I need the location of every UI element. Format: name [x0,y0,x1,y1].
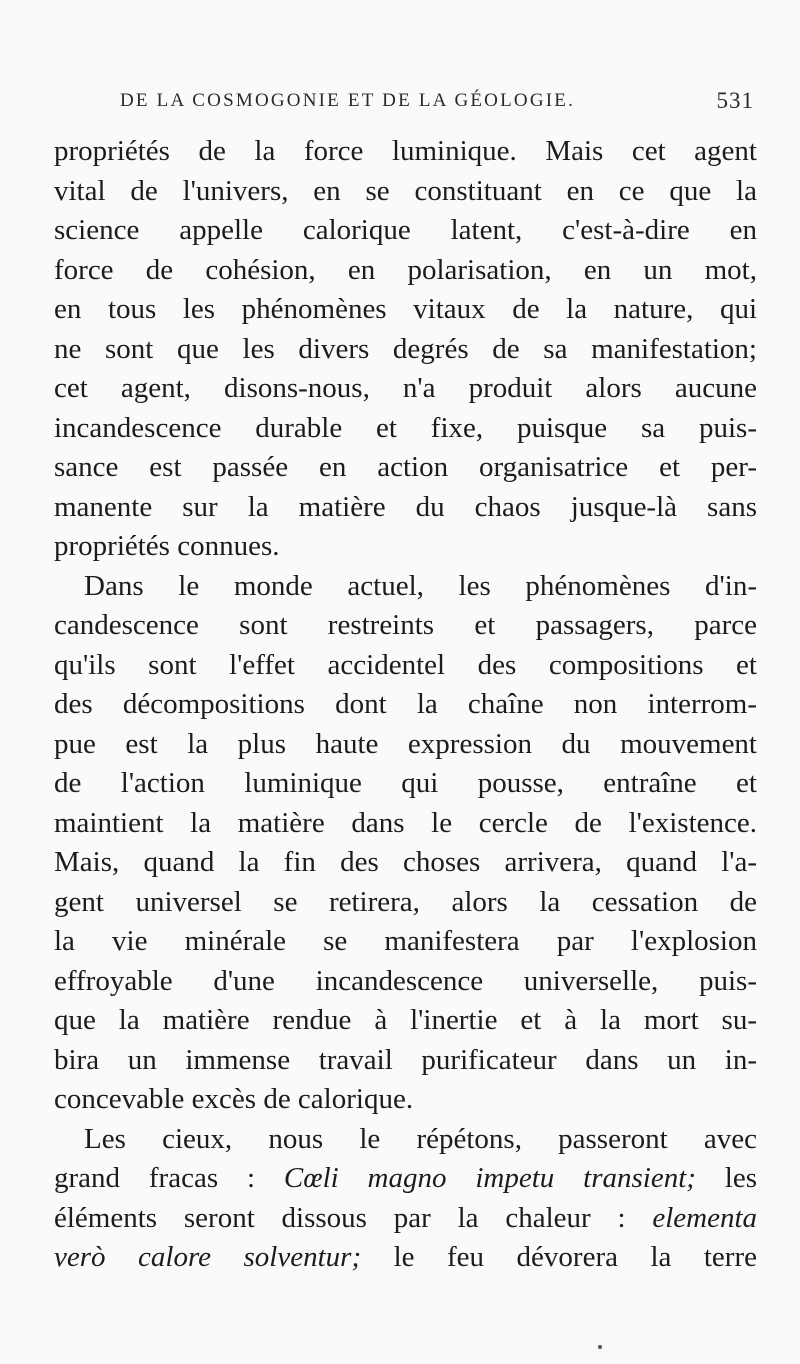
text-line: pue est la plus haute expression du mouvement [54,727,757,760]
latin-quote: Cœli magno impetu transient; [283,1162,696,1194]
line-text: le feu dévorera la terre [361,1241,757,1273]
text-line: propriétés connues. [54,530,280,562]
latin-quote: elementa [652,1201,757,1234]
paper-speck [598,1345,602,1349]
text-line: candescence sont restreints et passagers, parce [54,609,757,641]
text-line-with-latin [54,1159,757,1199]
text-line: cet agent, disons-nous, n'a produit alors aucune [54,372,757,404]
text-line: vital de l'univers, en se constituant en ce que la [54,174,757,207]
text-line: ne sont que les divers degrés de sa manifestation; [54,332,757,365]
running-head [120,88,754,118]
text-line: concevable excès de calorique. [54,1083,414,1115]
text-line: qu'ils sont l'effet accidentel des compositions et [54,648,757,681]
running-title: DE LA COSMOGONIE ET DE LA GÉOLOGIE. [120,90,576,111]
text-line: bira un immense travail purificateur dans un in- [54,1043,757,1076]
line-text: éléments seront dissous par la chaleur : [54,1201,653,1234]
text-line: de l'action luminique qui pousse, entraîne et [54,767,757,799]
body-text [54,132,757,1278]
text-line: force de cohésion, en polarisation, en un mot, [54,253,757,286]
text-line: manente sur la matière du chaos jusque-là sans [54,490,757,523]
text-line: en tous les phénomènes vitaux de la nature, qui [54,293,757,325]
text-line: effroyable d'une incandescence universelle, puis- [54,964,757,997]
line-text: grand fracas : [54,1162,284,1194]
text-line: Les cieux, nous le répétons, passeront avec [84,1122,757,1155]
text-line-with-latin [54,1238,757,1278]
text-line: la vie minérale se manifestera par l'explosion [54,925,757,957]
text-line: Dans le monde actuel, les phénomènes d'in- [84,569,757,602]
text-line: sance est passée en action organisatrice et per- [54,451,757,483]
text-line: des décompositions dont la chaîne non interrom- [54,688,757,720]
line-text: les [695,1162,757,1194]
latin-quote: verò calore solventur; [54,1241,362,1273]
page-number: 531 [716,88,754,113]
text-line-with-latin [54,1199,757,1239]
text-line: Mais, quand la fin des choses arrivera, quand l'a- [54,846,757,878]
text-line: propriétés de la force luminique. Mais cet agent [54,135,757,167]
text-line: maintient la matière dans le cercle de l'existence. [54,806,757,839]
text-line: gent universel se retirera, alors la cessation de [54,885,757,918]
text-line: science appelle calorique latent, c'est-à-dire en [54,214,757,246]
text-line: que la matière rendue à l'inertie et à la mort su- [54,1004,757,1036]
text-line: incandescence durable et fixe, puisque sa puis- [54,411,757,444]
